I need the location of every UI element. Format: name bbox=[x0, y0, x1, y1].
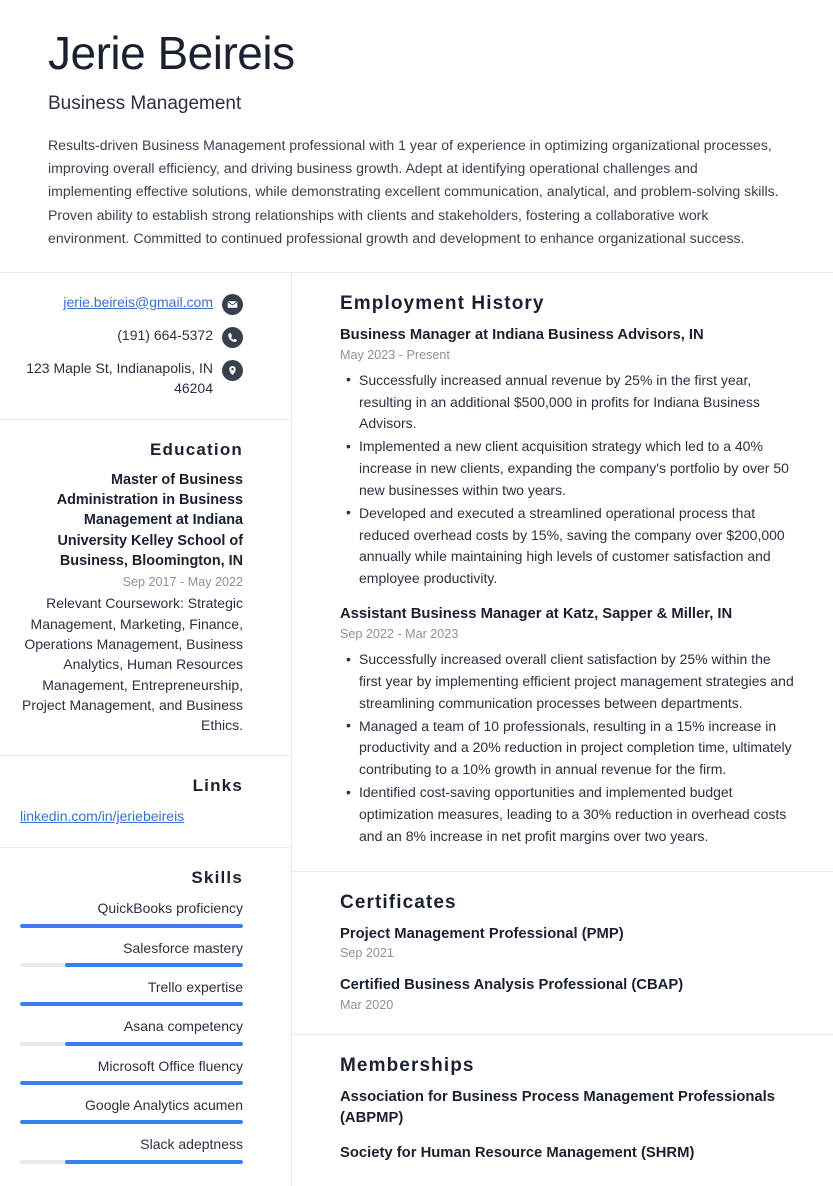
employment-bullet: • Successfully increased overall client satisfaction by 25% within the first year by implementing efficient project management strategies and streamlining communication processes between departments. bbox=[340, 649, 795, 714]
skill-level-fill bbox=[65, 1042, 243, 1046]
skill-item bbox=[20, 1095, 243, 1124]
sidebar bbox=[0, 273, 292, 1186]
memberships-list bbox=[340, 1087, 795, 1164]
links-block bbox=[0, 756, 291, 848]
employment-bullet: • Managed a team of 10 professionals, resulting in a 15% increase in productivity and a 20% reduction in project completion time, ultimately contributing to a 10% growth in annual revenue for the firm. bbox=[340, 716, 795, 781]
link-item[interactable]: linkedin.com/in/jeriebeireis bbox=[20, 808, 185, 825]
skill-item bbox=[20, 1016, 243, 1045]
certificates-list bbox=[340, 924, 795, 1012]
employment-bullet: • Implemented a new client acquisition strategy which led to a 40% increase in new clients, expanding the company's portfolio by over 50 new businesses within two years. bbox=[340, 436, 795, 501]
skill-level-fill bbox=[20, 1081, 243, 1085]
contact-row-phone[interactable] bbox=[20, 326, 243, 348]
skills-block bbox=[0, 848, 291, 1183]
education-heading: Education bbox=[150, 439, 243, 459]
main-content bbox=[292, 273, 833, 1186]
resume-body bbox=[0, 273, 833, 1186]
skill-level-bar bbox=[20, 1081, 243, 1085]
memberships-block bbox=[292, 1035, 833, 1186]
certificate-date: Mar 2020 bbox=[340, 997, 394, 1012]
page-title: Jerie Beireis bbox=[48, 27, 295, 79]
employment-entry-title: Business Manager at Indiana Business Advisors, IN bbox=[340, 326, 704, 343]
employment-bullet-list bbox=[340, 649, 795, 847]
employment-bullet: • Successfully increased annual revenue by 25% in the first year, resulting in an additional $500,000 in profits for Indiana Business Advisors. bbox=[340, 370, 795, 435]
employment-entry bbox=[340, 604, 795, 847]
employment-history-heading: Employment History bbox=[340, 292, 545, 314]
employment-bullet: • Identified cost-saving opportunities and implemented budget optimization measures, leading to a 30% reduction in overhead costs and an 8% increase in net profit margins over two years. bbox=[340, 782, 795, 847]
skill-level-fill bbox=[65, 963, 243, 967]
contact-row-address[interactable] bbox=[20, 359, 243, 399]
education-coursework: Relevant Coursework: Strategic Management, Marketing, Finance, Operations Management, Business Analytics, Human Resources Management, Entrepreneurship, Project Management, and Business Ethics. bbox=[21, 595, 243, 734]
envelope-icon bbox=[222, 294, 243, 315]
skill-item bbox=[20, 1056, 243, 1085]
location-pin-icon bbox=[222, 360, 243, 381]
skill-label: Slack adeptness bbox=[140, 1136, 243, 1153]
contact-block bbox=[0, 273, 291, 420]
skill-level-bar bbox=[20, 1120, 243, 1124]
memberships-heading: Memberships bbox=[340, 1054, 475, 1076]
skill-label: QuickBooks proficiency bbox=[97, 900, 243, 917]
membership-item: Society for Human Resource Management (SHRM) bbox=[340, 1144, 695, 1161]
employment-history-block bbox=[292, 273, 833, 872]
links-heading: Links bbox=[192, 776, 243, 796]
certificates-block bbox=[292, 872, 833, 1035]
skill-item bbox=[20, 938, 243, 967]
skill-level-fill bbox=[20, 924, 243, 928]
professional-summary: Results-driven Business Management professional with 1 year of experience in optimizing organizational processes, improving overall efficiency, and driving business growth. Adept at identifying operational challenges and implementing effective solutions, while demonstrating excellent communication, analytical, and problem-solving skills. Proven ability to establish strong relationships with clients and stakeholders, fostering a collaborative work environment. Committed to continued professional growth and development to enhance organizational success. bbox=[48, 137, 779, 246]
certificate-date: Sep 2021 bbox=[340, 946, 394, 961]
skill-label: Google Analytics acumen bbox=[85, 1096, 243, 1113]
employment-entry-title: Assistant Business Manager at Katz, Sapper & Miller, IN bbox=[340, 606, 733, 623]
phone-icon bbox=[222, 327, 243, 348]
skills-heading: Skills bbox=[191, 868, 243, 888]
certificate-name: Project Management Professional (PMP) bbox=[340, 925, 624, 942]
skill-level-fill bbox=[65, 1160, 243, 1164]
certificates-heading: Certificates bbox=[340, 891, 457, 913]
skill-item bbox=[20, 898, 243, 927]
skill-level-bar bbox=[20, 1002, 243, 1006]
street-address: 123 Maple St, Indianapolis, IN 46204 bbox=[26, 359, 213, 396]
skill-level-bar bbox=[20, 1160, 243, 1164]
email-link[interactable]: jerie.beireis@gmail.com bbox=[63, 293, 213, 310]
certificate-item bbox=[340, 924, 795, 961]
phone-number: (191) 664-5372 bbox=[117, 326, 213, 343]
skill-label: Microsoft Office fluency bbox=[97, 1057, 243, 1074]
skills-list bbox=[20, 898, 243, 1163]
membership-item: Association for Business Process Management Professionals (ABPMP) bbox=[340, 1088, 776, 1126]
skill-item bbox=[20, 977, 243, 1006]
employment-list bbox=[340, 325, 795, 848]
skill-level-bar bbox=[20, 1042, 243, 1046]
skill-label: Trello expertise bbox=[147, 979, 243, 996]
skill-label: Asana competency bbox=[123, 1018, 243, 1035]
employment-bullet-list bbox=[340, 370, 795, 590]
employment-entry-date: Sep 2022 - Mar 2023 bbox=[340, 627, 459, 642]
education-degree: Master of Business Administration in Business Management at Indiana University Kelley School of Business, Bloomington, IN bbox=[56, 471, 243, 570]
skill-level-bar bbox=[20, 963, 243, 967]
education-block bbox=[0, 420, 291, 757]
skill-level-fill bbox=[20, 1120, 243, 1124]
employment-entry-date: May 2023 - Present bbox=[340, 348, 450, 363]
skill-level-bar bbox=[20, 924, 243, 928]
skill-label: Salesforce mastery bbox=[123, 939, 243, 956]
employment-bullet: • Developed and executed a streamlined operational process that reduced overhead costs by 15%, saving the company over $200,000 annually while maintaining high levels of customer satisfaction and employee productivity. bbox=[340, 503, 795, 590]
certificate-item bbox=[340, 975, 795, 1012]
resume-header bbox=[0, 0, 833, 272]
employment-entry bbox=[340, 325, 795, 590]
contact-row-email[interactable] bbox=[20, 293, 243, 315]
job-title: Business Management bbox=[48, 92, 242, 114]
skill-level-fill bbox=[20, 1002, 243, 1006]
education-date: Sep 2017 - May 2022 bbox=[122, 574, 243, 589]
certificate-name: Certified Business Analysis Professional (CBAP) bbox=[340, 977, 684, 994]
skill-item bbox=[20, 1134, 243, 1163]
